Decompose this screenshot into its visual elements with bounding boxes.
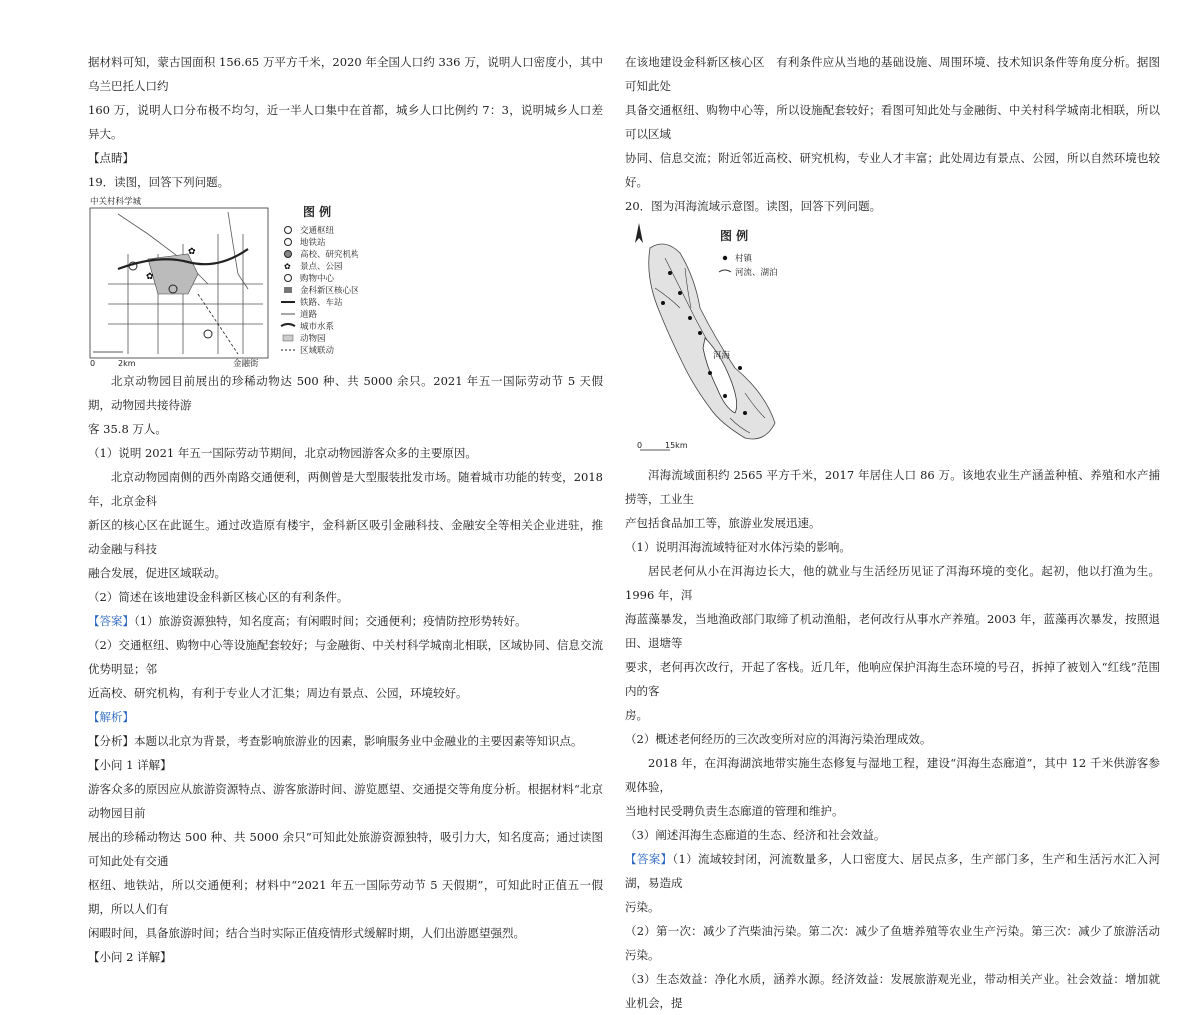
subquestion-2: （2）概述老何经历的三次改变所对应的洱海污染治理成效。 xyxy=(625,732,932,746)
left-column xyxy=(88,50,603,969)
text-line: 枢纽、地铁站，所以交通便利；材料中“2021 年五一国际劳动节 5 天假期”，可知此时正值五一假期，所以人们有 xyxy=(88,878,603,916)
detail-heading: 【小问 1 详解】 xyxy=(88,758,172,772)
text-line: 游客众多的原因应从旅游资源特点、游客旅游时间、游览愿望、交通提交等角度分析。根据材料“北京动物园目前 xyxy=(88,782,603,820)
text-line: （2）交通枢纽、购物中心等设施配套较好；与金融街、中关村科学城南北相联，区域协同、信息交流优势明显；邻 xyxy=(88,638,603,676)
text-line: 在该地建设金科新区核心区 有利条件应从当地的基础设施、周围环境、技术知识条件等角度分析。据图可知此处 xyxy=(625,55,1160,93)
answer-tag: 【答案】 xyxy=(88,614,134,628)
answer-text: （1）流域较封闭，河流数量多，人口密度大、居民点多，生产部门多，生产和生活污水汇入河湖，易造成 xyxy=(625,852,1161,890)
scale-text-2: 15km xyxy=(665,441,688,450)
legend-item: 金科新区核心区 xyxy=(300,286,358,296)
legend-item: 购物中心 xyxy=(300,274,335,284)
legend-item: 地铁站 xyxy=(300,238,326,248)
dianjing-heading: 【点睛】 xyxy=(88,151,134,165)
analysis-tag: 【解析】 xyxy=(88,710,134,724)
text-line: 北京动物园目前展出的珍稀动物达 500 种、共 5000 余只。2021 年五一国际劳动节 5 天假期，动物园共接待游 xyxy=(88,374,603,412)
legend-item: 铁路、车站 xyxy=(300,298,343,308)
text-line: 新区的核心区在此诞生。通过改造原有楼宇，金科新区吸引金融科技、金融安全等相关企业进驻，推动金融与科技 xyxy=(88,518,603,556)
erhai-map xyxy=(625,218,805,463)
legend xyxy=(281,225,358,356)
text-line: 房。 xyxy=(625,708,648,722)
scenic-icon: ✿ xyxy=(188,247,196,257)
scenic-icon: ✿ xyxy=(146,272,154,282)
subquestion-3: （3）阐述洱海生态廊道的生态、经济和社会效益。 xyxy=(625,828,886,842)
text-line: 【分析】本题以北京为背景，考查影响旅游业的因素，影响服务业中金融业的主要因素等知识点。 xyxy=(88,734,583,748)
legend-item: 景点、公园 xyxy=(300,262,343,272)
svg-text:✿: ✿ xyxy=(284,262,291,271)
beijing-map xyxy=(88,194,358,369)
beijing-map-figure xyxy=(88,194,603,369)
text-line: 污染。 xyxy=(625,900,660,914)
text-line: 融合发展，促进区域联动。 xyxy=(88,566,226,580)
subquestion-1: （1）说明洱海流域特征对水体污染的影响。 xyxy=(625,540,851,554)
detail-heading: 【小问 2 详解】 xyxy=(88,950,172,964)
legend-item: 区域联动 xyxy=(300,346,335,356)
text-line: 具备交通枢纽、购物中心等，所以设施配套较好；看图可知此处与金融街、中关村科学城南北相联，所以可以区域 xyxy=(625,103,1160,141)
legend-item: 村镇 xyxy=(735,254,753,264)
text-line: 客 35.8 万人。 xyxy=(88,422,167,436)
legend-item: 道路 xyxy=(300,310,318,320)
question-20-heading: 20．图为洱海流域示意图。读图，回答下列问题。 xyxy=(625,199,882,213)
map-bottom-label: 金融街 xyxy=(233,359,259,369)
legend-item: 交通枢纽 xyxy=(300,226,335,236)
right-column xyxy=(625,50,1160,1015)
scale-text: 2km xyxy=(118,359,136,368)
text-line: 居民老何从小在洱海边长大，他的就业与生活经历见证了洱海环境的变化。起初，他以打渔为生。1996 年，洱 xyxy=(625,564,1160,602)
text-line: 洱海流域面积约 2565 平方千米，2017 年居住人口 86 万。该地农业生产涵盖种植、养殖和水产捕捞等，工业生 xyxy=(625,468,1160,506)
text-line: （3）生态效益：净化水质，涵养水源。经济效益：发展旅游观光业，带动相关产业。社会效益：增加就业机会，提 xyxy=(625,972,1160,1010)
text-line: 展出的珍稀动物达 500 种、共 5000 余只”可知此处旅游资源独特，吸引力大，知名度高；通过读图可知此处有交通 xyxy=(88,830,603,868)
text-line: （2）第一次：减少了汽柴油污染。第二次：减少了鱼塘养殖等农业生产污染。第三次：减少了旅游活动污染。 xyxy=(625,924,1160,962)
erhai-map-figure xyxy=(625,218,1160,463)
text-line: 要求，老何再次改行，开起了客栈。近几年，他响应保护洱海生态环境的号召，拆掉了被划入“红线”范围内的客 xyxy=(625,660,1160,698)
text-line: 协同、信息交流；附近邻近高校、研究机构，专业人才丰富；此处周边有景点、公园，所以自然环境也较好。 xyxy=(625,151,1160,189)
map-top-label: 中关村科学城 xyxy=(90,197,142,207)
text-line: 160 万，说明人口分布极不均匀，近一半人口集中在首都，城乡人口比例约 7：3，说明城乡人口差异大。 xyxy=(88,103,603,141)
question-19-heading: 19．读图，回答下列问题。 xyxy=(88,175,230,189)
legend-title: 图 例 xyxy=(303,205,332,219)
text-line: 闲暇时间，具备旅游时间；结合当时实际正值疫情形式缓解时期，人们出游愿望强烈。 xyxy=(88,926,525,940)
answer-line xyxy=(88,609,603,633)
text-line: 北京动物园南侧的西外南路交通便利，两侧曾是大型服装批发市场。随着城市功能的转变，2018 年，北京金科 xyxy=(88,470,603,508)
legend-item: 高校、研究机构 xyxy=(300,250,358,260)
legend-item: 城市水系 xyxy=(300,322,335,332)
scale-zero: 0 xyxy=(90,359,96,368)
answer-tag: 【答案】 xyxy=(625,852,673,866)
text-line: 当地村民受聘负责生态廊道的管理和维护。 xyxy=(625,804,844,818)
text-line: 产包括食品加工等，旅游业发展迅速。 xyxy=(625,516,821,530)
scale-zero-2: 0 xyxy=(637,441,643,450)
subquestion-2: （2）简述在该地建设金科新区核心区的有利条件。 xyxy=(88,590,349,604)
legend-item: 河流、湖泊 xyxy=(735,268,778,278)
subquestion-1: （1）说明 2021 年五一国际劳动节期间，北京动物园游客众多的主要原因。 xyxy=(88,446,477,460)
text-line: 近高校、研究机构，有利于专业人才汇集；周边有景点、公园，环境较好。 xyxy=(88,686,468,700)
answer-text: （1）旅游资源独特，知名度高；有闲暇时间；交通便利；疫情防控形势转好。 xyxy=(134,614,527,628)
legend-title-2: 图 例 xyxy=(720,229,749,243)
north-arrow-icon xyxy=(635,223,643,243)
text-line: 据材料可知，蒙古国面积 156.65 万平方千米，2020 年全国人口约 336 万，说明人口密度小，其中乌兰巴托人口约 xyxy=(88,55,603,93)
legend-item: 动物园 xyxy=(300,334,326,344)
text-line: 2018 年，在洱海湖滨地带实施生态修复与湿地工程，建设“洱海生态廊道”，其中 12 千米供游客参观体验， xyxy=(625,756,1160,794)
lake-label: 洱海 xyxy=(713,351,731,361)
text-line: 海蓝藻暴发，当地渔政部门取缔了机动渔船，老何改行从事水产养殖。2003 年，蓝藻再次暴发，按照退田、退塘等 xyxy=(625,612,1160,650)
answer-line xyxy=(625,847,1160,895)
